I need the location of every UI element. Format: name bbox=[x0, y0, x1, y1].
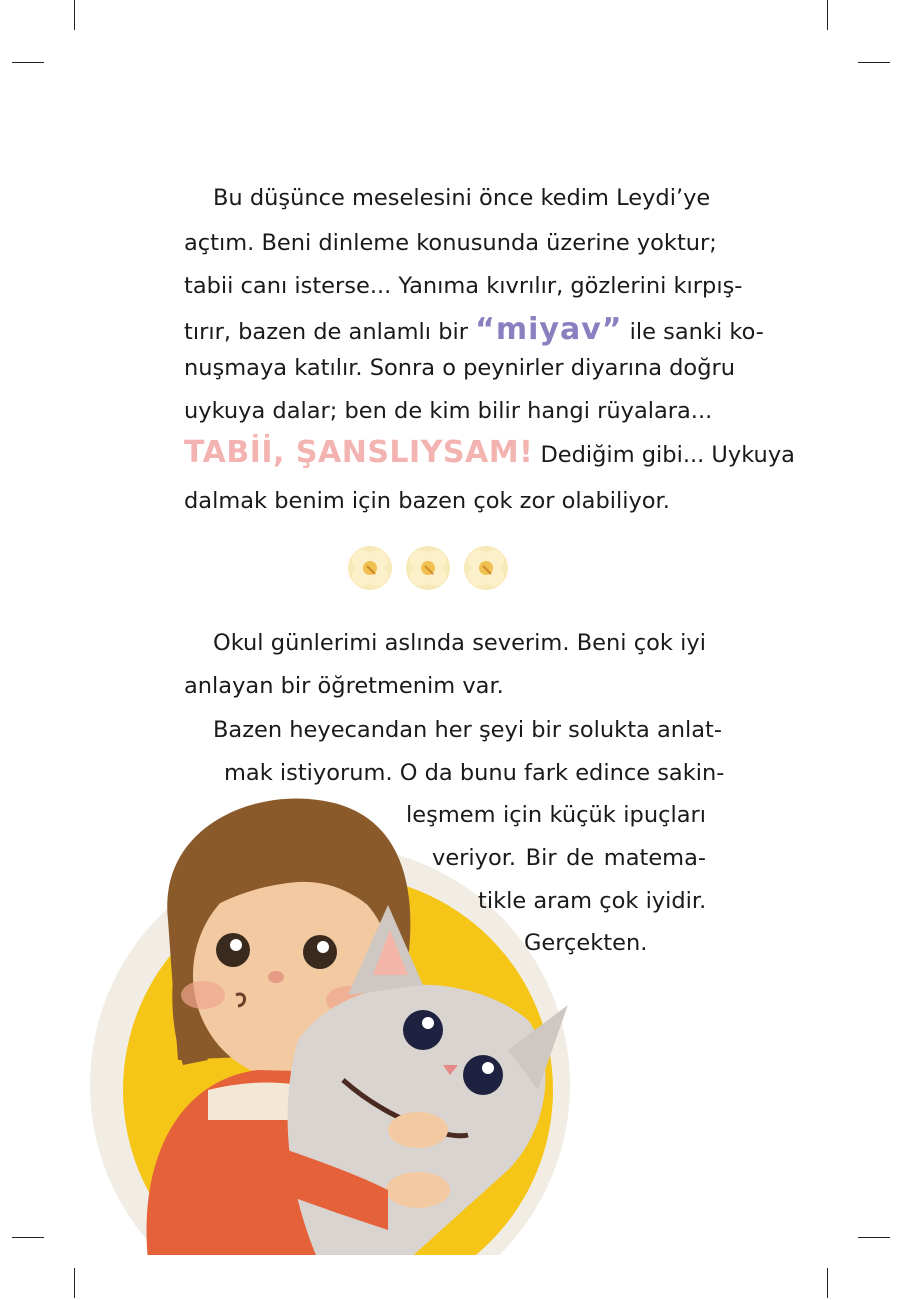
crop-mark bbox=[12, 1237, 44, 1238]
tabii-emphasis: TABİİ, ŞANSLIYSAM! bbox=[184, 435, 534, 470]
paragraph-1-line-3: tabii canı isterse... Yanıma kıvrılır, gözlerini kırpış- bbox=[184, 273, 743, 299]
crop-mark bbox=[74, 1268, 75, 1298]
paragraph-3-line-6: Gerçekten. bbox=[524, 930, 648, 956]
crop-mark bbox=[858, 1237, 890, 1238]
line-4-text-before: tırır, bazen de anlamlı bir bbox=[184, 319, 468, 345]
crop-mark bbox=[827, 1268, 828, 1298]
line-7-text-after: Dediğim gibi... Uykuya bbox=[540, 442, 795, 468]
flower-divider bbox=[346, 543, 510, 593]
paragraph-3-line-2: mak istiyorum. O da bunu fark edince sakin- bbox=[224, 760, 725, 786]
paragraph-1-line-7 bbox=[184, 435, 795, 470]
paragraph-1-line-8: dalmak benim için bazen çok zor olabiliyor. bbox=[184, 488, 670, 514]
paragraph-1-line-4 bbox=[184, 312, 764, 347]
crop-mark bbox=[827, 0, 828, 30]
paragraph-3-line-5: tikle aram çok iyidir. bbox=[478, 888, 707, 914]
line-4-text-after: ile sanki ko- bbox=[629, 319, 764, 345]
crop-mark bbox=[858, 62, 890, 63]
paragraph-3-line-4: veriyor. Bir de matema- bbox=[432, 845, 706, 871]
paragraph-2-line-2: anlayan bir öğretmenim var. bbox=[184, 673, 504, 699]
paragraph-1-line-1: Bu düşünce meselesini önce kedim Leydi’ye bbox=[213, 185, 711, 211]
flower-icon bbox=[348, 546, 392, 590]
crop-mark bbox=[74, 0, 75, 30]
paragraph-3-line-3: leşmem için küçük ipuçları bbox=[406, 802, 706, 828]
paragraph-3-line-1: Bazen heyecandan her şeyi bir solukta anlat- bbox=[213, 717, 722, 743]
paragraph-1-line-5: nuşmaya katılır. Sonra o peynirler diyarına doğru bbox=[184, 355, 735, 381]
paragraph-2-line-1: Okul günlerimi aslında severim. Beni çok iyi bbox=[213, 630, 706, 656]
crop-mark bbox=[12, 62, 44, 63]
flower-icon bbox=[406, 546, 450, 590]
paragraph-1-line-2: açtım. Beni dinleme konusunda üzerine yoktur; bbox=[184, 230, 717, 256]
miyav-emphasis: “miyav” bbox=[475, 312, 623, 347]
paragraph-1-line-6: uykuya dalar; ben de kim bilir hangi rüyalara... bbox=[184, 398, 713, 424]
flower-icon bbox=[464, 546, 508, 590]
